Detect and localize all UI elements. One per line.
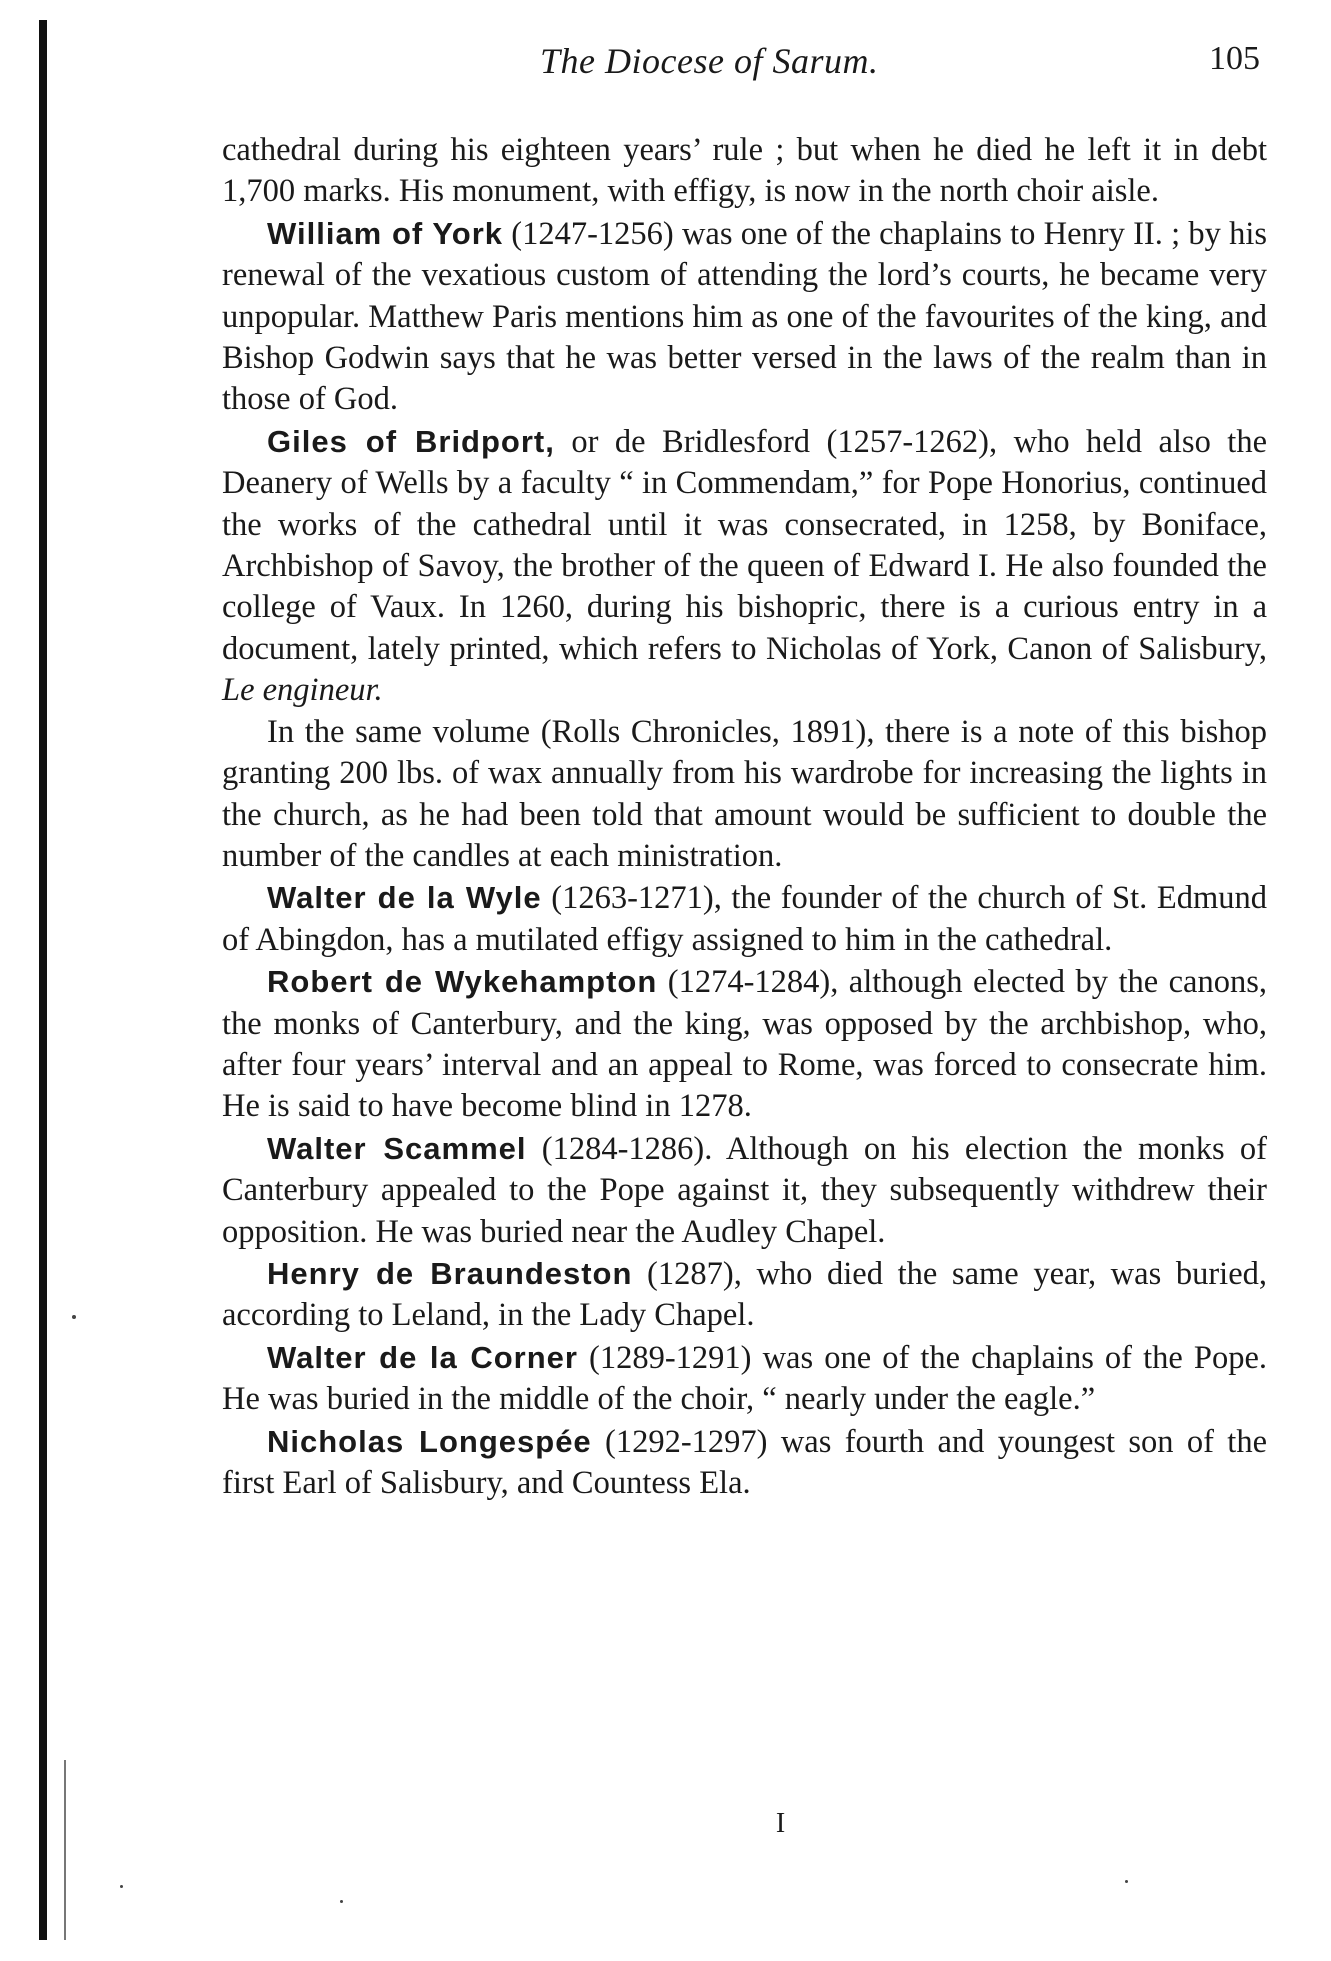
bishop-name: Henry de Braundeston — [267, 1255, 633, 1291]
paragraph-giles-of-bridport — [222, 421, 1267, 712]
scan-speck — [1125, 1880, 1128, 1883]
paragraph-william-of-york — [222, 213, 1267, 421]
body-text — [222, 130, 1267, 1504]
paragraph-text: (1284-1286). Although on his election the monks of Canterbury appealed to the Pope against it, they subsequently withdrew their opposition. He was buried near the Audley Chapel. — [222, 1130, 1268, 1250]
page-header — [220, 40, 1260, 96]
binding-edge — [39, 20, 47, 1940]
scan-speck — [72, 1315, 76, 1319]
paragraph-text: (1287), who died the same year, was buried, according to Leland, in the Lady Chapel. — [222, 1255, 1267, 1334]
paragraph-text: In the same volume (Rolls Chronicles, 1891), there is a note of this bishop granting 200 lbs. of wax annually from his wardrobe for increasing the lights in the church, as he had been told that amount would be sufficient to double the number of the candles at each ministration. — [222, 713, 1267, 874]
page-number: 105 — [1209, 40, 1260, 77]
paragraph-text: cathedral during his eighteen years’ rule ; but when he died he left it in debt 1,700 marks. His monument, with effigy, is now in the north choir aisle. — [222, 132, 1267, 210]
paragraph-rolls-chronicles — [222, 712, 1267, 878]
paragraph-text: (1263-1271), the founder of the church of St. Edmund of Abingdon, has a mutilated effigy assigned to him in the cathedral. — [222, 880, 1267, 958]
italic-phrase: Le engineur. — [222, 672, 383, 709]
binding-edge-shadow — [64, 1760, 66, 1940]
bishop-name: Giles of Bridport, — [267, 423, 555, 459]
bishop-name: Walter Scammel — [267, 1130, 527, 1166]
bishop-name: William of York — [267, 215, 504, 251]
paragraph-text: (1289-1291) was one of the chaplains of the Pope. He was buried in the middle of the choir, “ nearly under the eagle.” — [222, 1339, 1267, 1418]
paragraph-text: or de Bridlesford (1257-1262), who held also the Deanery of Wells by a faculty “ in Commendam,” for Pope Honorius, continued the works of the cathedral until it was consecrated, in 1258, by Boniface, Archbishop of Savoy, the brother of the queen of Edward I. He also founded the college of Vaux. In 1260, during his bishopric, there is a curious entry in a document, lately printed, which refers to Nicholas of York, Canon of Salisbury, — [222, 423, 1267, 667]
paragraph-walter-de-la-wyle — [222, 877, 1267, 961]
bishop-name: Walter de la Wyle — [267, 880, 542, 916]
scan-speck — [120, 1885, 123, 1888]
paragraph-robert-de-wykehampton — [222, 961, 1267, 1128]
paragraph-text: (1292-1297) was fourth and youngest son of the first Earl of Salisbury, and Countess Ela. — [222, 1423, 1268, 1501]
paragraph-walter-scammel — [222, 1128, 1267, 1253]
bishop-name: Nicholas Longespée — [267, 1423, 592, 1459]
paragraph-walter-de-la-corner — [222, 1337, 1267, 1421]
paragraph-henry-de-braundeston — [222, 1253, 1267, 1337]
bishop-name: Robert de Wykehampton — [267, 964, 658, 1000]
paragraph-nicholas-longespee — [222, 1421, 1267, 1505]
paragraph-text: (1247-1256) was one of the chaplains to Henry II. ; by his renewal of the vexatious custom of attending the lord’s courts, he became very unpopular. Matthew Paris mentions him as one of the favourites of the king, and Bishop Godwin says that he was better versed in the laws of the realm than in those of God. — [222, 215, 1267, 418]
paragraph-text: (1274-1284), although elected by the canons, the monks of Canterbury, and the king, was opposed by the archbishop, who, after four years’ interval and an appeal to Rome, was forced to consecrate him. He is said to have become blind in 1278. — [222, 964, 1267, 1125]
paragraph-continuation — [222, 130, 1267, 213]
signature-mark: I — [775, 1808, 786, 1839]
scan-speck — [340, 1900, 343, 1903]
bishop-name: Walter de la Corner — [267, 1339, 578, 1375]
running-title: The Diocese of Sarum. — [540, 41, 879, 81]
